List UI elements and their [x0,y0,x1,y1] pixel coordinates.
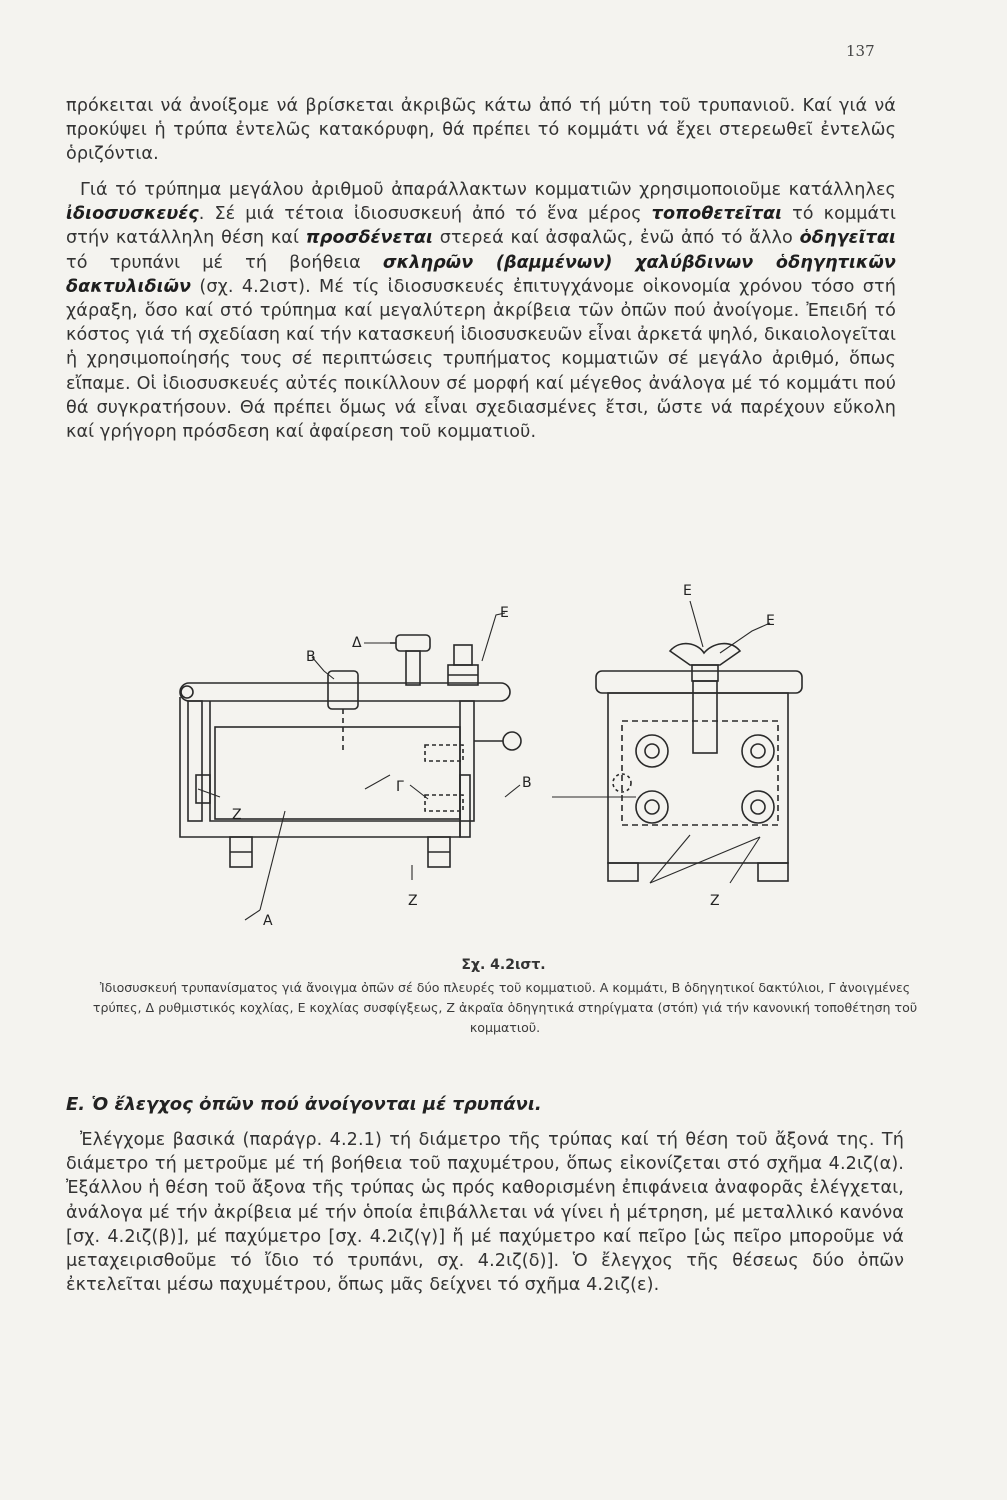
label-B-right: B [522,775,532,791]
emphasis-placed: τοποθετεῖται [651,204,783,225]
bushing-top-left [636,735,668,767]
label-Z-bottom-right: Z [710,893,720,909]
front-view-leaders [552,601,770,883]
front-clamp-bar [596,671,802,693]
bushing-bottom-left [636,791,668,823]
label-E-right-1: E [683,583,692,599]
workpiece-A [215,727,460,819]
paragraph-3: Ἐλέγχομε βασικά (παράγρ. 4.2.1) τή διάμετρο τῆς τρύπας καί τή θέση τοῦ ἄξονά της. Τή διάμετρο τή μετροῦμε μέ τή βοήθεια τοῦ παχυμέτρου, ὅπως εἰκονίζεται στό σχῆμα 4.2ιζ(α). Ἐξάλλου ἡ θέση τοῦ ἄξονα τῆς τρύπας ὡς πρός καθορισμένη ἐπιφάνεια ἀναφορᾶς ἐλέγχεται, ἀνάλογα μέ τήν ἀκρίβεια μέ τήν ὁποία ἐπιβάλλεται νά γίνει ἡ μέτρηση, μέ μεταλλικό κανόνα [σχ. 4.2ιζ(β)], μέ παχύμετρο [σχ. 4.2ιζ(γ)] ἤ μέ παχύμετρο καί πεῖρο [ὡς πεῖρο μποροῦμε νά μεταχειρισθοῦμε τό ἴδιο τό τρυπάνι, σχ. 4.2ιζ(δ)]. Ὁ ἔλεγχος τῆς θέσεως δύο ὀπῶν ἐκτελεῖται μέσω παχυμέτρου, ὅπως μᾶς δείχνει τό σχῆμα 4.2ιζ(ε). [66,1130,904,1296]
label-delta: Δ [352,635,362,651]
side-view [180,635,521,867]
emphasis-clamped: προσδένεται [305,228,433,249]
front-view [596,644,802,881]
label-E-right-2: E [766,613,775,629]
bushing-bottom-right [742,791,774,823]
front-body [608,693,788,863]
drilling-jig-figure [160,575,840,935]
adjusting-screw-delta [396,635,430,651]
section-heading: E. Ὁ ἔλεγχος ὀπῶν πού ἀνοίγονται μέ τρυπάνι. [66,1094,542,1115]
label-B-left: B [306,649,316,665]
bushing-top-right [742,735,774,767]
side-screw-knob [503,732,521,750]
label-Z-left: Z [232,807,242,823]
paragraph-2 [66,178,896,444]
paragraph-2-text-3: τό κομμάτι στήν κατάλληλη θέση καί [66,204,897,249]
paragraph-2-text-6: (σχ. 4.2ιστ). Μέ τίς ἰδιοσυσκευές ἐπιτυγχάνομε οἰκονομία χρόνου τόσο στή χάραξη, ὅσο καί στό τρύπημα καί μεγαλύτερη ἀκρίβεια τῶν ὀπῶν πού ἀνοίγομε. Ἐπειδή τό κόστος γιά τή σχεδίαση καί τήν κατασκευή ἰδιοσυσκευῶν εἶναι ἀρκετά ψηλό, δικαιολογεῖται ἡ χρησιμοποίησής τους σέ περιπτώσεις τρυπήματος κομματιῶν σέ μεγάλο ἀριθμό, ὅπως εἴπαμε. Οἱ ἰδιοσυσκευές αὐτές ποικίλλουν σέ μορφή καί μέγεθος ἀνάλογα μέ τό κομμάτι πού θά συγκρατήσουν. Θά πρέπει ὅμως νά εἶναι σχεδιασμένες ἔτσι, ὥστε νά παρέχουν εὔκολη καί γρήγορη πρόσδεση καί ἀφαίρεση τοῦ κομματιοῦ. [66,276,896,443]
paragraph-2-text-1: Γιά τό τρύπημα μεγάλου ἀριθμοῦ ἀπαράλλακτων κομματιῶν χρησιμοποιοῦμε κατάλληλες [80,180,896,200]
paragraph-2-text-4: στερεά καί ἀσφαλῶς, ἐνῶ ἀπό τό ἄλλο [432,228,800,249]
label-gamma: Γ [396,779,404,795]
guide-bushing-B [328,671,358,709]
figure-caption: Ἰδιοσυσκευή τρυπανίσματος γιά ἄνοιγμα ὀπῶν σέ δύο πλευρές τοῦ κομματιοῦ. A κομμάτι, B ὁδηγητικοί δακτύλιοι, Γ ἀνοιγμένες τρύπες, Δ ρυθμιστικός κοχλίας, E κοχλίας συσφίγξεως, Z ἀκραῖα ὁδηγητικά στηρίγματα (στόπ) γιά τήν κανονική τοποθέτηση τοῦ κομματιοῦ. [92,980,918,1035]
emphasis-guided: ὁδηγεῖται [799,228,896,249]
drilling-jig-drawing [160,575,840,935]
label-A: A [263,913,273,929]
paragraph-1: πρόκειται νά ἀνοίξομε νά βρίσκεται ἀκριβῶς κάτω ἀπό τή μύτη τοῦ τρυπανιοῦ. Καί γιά νά προκύψει ἡ τρύπα ἐντελῶς κατακόρυφη, θά πρέπει τό κομμάτι νά ἔχει στερεωθεῖ ἐντελῶς ὁριζόντια. [66,96,896,165]
page-number: 137 [846,42,875,60]
emphasis-jigs: ἰδιοσυσκευές [66,204,199,225]
label-E-top: E [500,605,509,621]
figure-title: Σχ. 4.2ιστ. [461,957,546,973]
emphasis-guide-bushings: σκληρῶν (βαμμένων) χαλύβδινων ὁδηγητικῶν δακτυλιδιῶν [66,252,896,297]
paragraph-2-text-2: . Σέ μιά τέτοια ἰδιοσυσκευή ἀπό τό ἕνα μέρος [198,204,652,225]
paragraph-2-text-5: τό τρυπάνι μέ τή βοήθεια [66,252,383,273]
label-Z-bottom-left: Z [408,893,418,909]
hinge-pin [181,686,193,698]
